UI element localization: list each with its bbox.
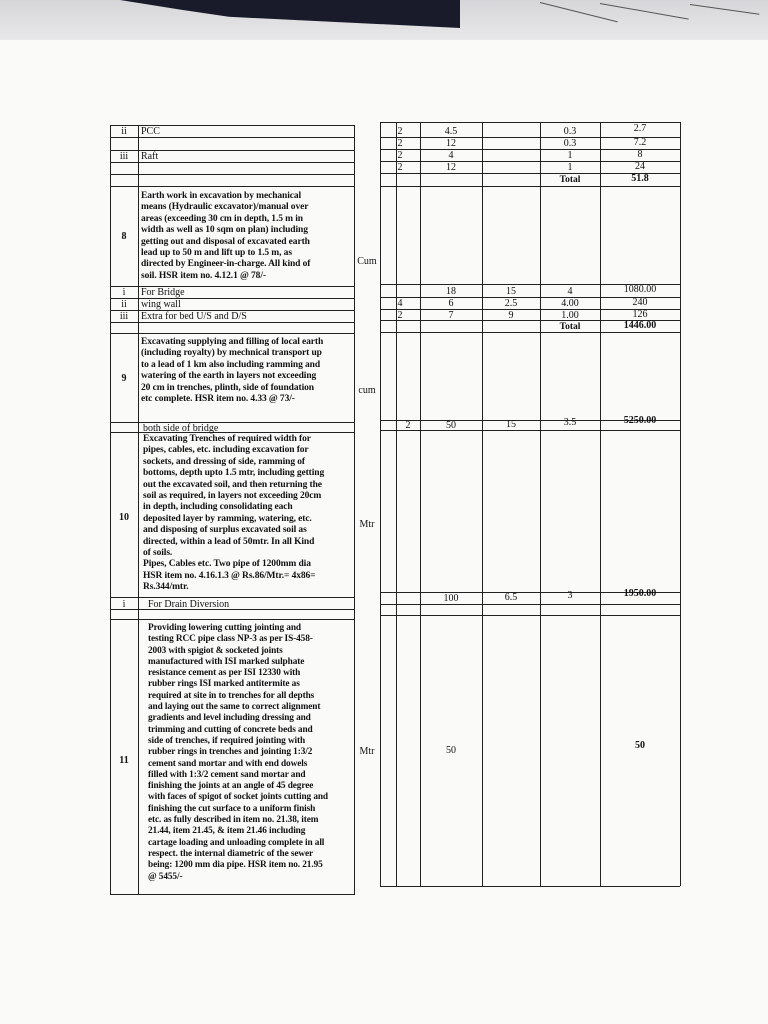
item-unit: Mtr	[359, 519, 375, 530]
cell-depth: 1	[567, 162, 573, 173]
table-rule	[110, 333, 354, 334]
total-quantity: 51.8	[631, 173, 649, 184]
cell-nos: 2	[397, 138, 403, 149]
cell-length: 12	[446, 138, 456, 149]
item-unit: cum	[358, 385, 376, 396]
sub-number: i	[122, 599, 126, 610]
cell-quantity: 126	[632, 309, 648, 320]
cell-depth: 3.5	[563, 417, 577, 428]
item-description: Earth work in excavation by mechanical means (Hydraulic excavator)/manual over areas (exceeding 30 cm in depth, 1.5 m in width as well as 10 sqm on plan) including getting out and disposal of excavated earth lead up to 50 m and lift up to 1.5 m, as directed by Engineer-in-charge. All kind of soil. HSR item no. 4.12.1 @ 78/-	[141, 191, 311, 281]
table-rule	[110, 609, 354, 610]
cell-quantity: 2.7	[633, 123, 647, 134]
cell-length: 50	[446, 745, 456, 756]
item-number: 9	[121, 373, 127, 384]
table-rule	[380, 615, 680, 616]
cell-length: 12	[446, 162, 456, 173]
total-label: Total	[559, 175, 581, 185]
row-number: ii	[121, 126, 127, 137]
item-description: Excavating Trenches of required width for pipes, cables, etc. including excavation for sockets, and dressing of side, ramming of bottoms, depth upto 1.5 mtr, including getting out the excavated soil, and then returning the soil as required, in layers not exceeding 20cm in depth, including consolidating each deposited layer by ramming, watering, etc. and disposing of surplus excavated soil as directed, within a lead of 50mtr. In all Kind of soils. Pipes, Cables etc. Two pipe of 1200mm dia HSR item no. 4.16.1.3 @ Rs.86/Mtr.= 4x86= Rs.344/mtr.	[143, 434, 325, 593]
sub-number: iii	[119, 311, 129, 322]
table-rule	[380, 604, 680, 605]
row-description: PCC	[141, 126, 160, 137]
cell-length: 7	[448, 310, 454, 321]
table-rule	[380, 122, 381, 886]
cell-quantity: 240	[632, 297, 648, 308]
cell-breadth: 2.5	[504, 298, 518, 309]
row-number: iii	[119, 151, 129, 162]
cell-nos: 4	[397, 298, 403, 309]
table-rule	[380, 886, 680, 887]
table-rule	[354, 125, 355, 895]
sub-number: i	[122, 287, 126, 298]
table-rule	[540, 122, 541, 886]
table-rule	[380, 332, 680, 333]
cell-breadth: 9	[508, 310, 514, 321]
table-rule	[110, 597, 354, 598]
cell-quantity: 24	[635, 161, 645, 172]
table-rule	[110, 619, 354, 620]
row-description: Raft	[141, 151, 159, 162]
table-rule	[600, 122, 601, 886]
table-rule	[396, 122, 397, 886]
cell-quantity: 1950.00	[623, 588, 657, 599]
sub-description: For Drain Diversion	[148, 599, 230, 610]
table-rule	[110, 162, 354, 163]
table-rule	[110, 322, 354, 323]
cell-quantity: 8	[637, 149, 643, 160]
item-unit: Mtr	[359, 746, 375, 757]
cell-nos: 2	[397, 126, 403, 137]
cell-depth: 1	[567, 150, 573, 161]
cell-depth: 0.3	[563, 138, 577, 149]
table-rule	[380, 186, 680, 187]
item-unit: Cum	[357, 256, 377, 267]
cell-breadth: 6.5	[504, 592, 518, 603]
cell-nos: 2	[397, 150, 403, 161]
sub-description: both side of bridge	[143, 423, 219, 434]
sub-description: For Bridge	[141, 287, 185, 298]
cell-quantity: 7.2	[633, 137, 647, 148]
cell-length: 4	[448, 150, 454, 161]
cell-nos: 2	[397, 162, 403, 173]
item-number: 11	[119, 755, 129, 766]
total-quantity: 1446.00	[623, 320, 657, 331]
table-rule	[110, 186, 354, 187]
cell-quantity: 5250.00	[623, 415, 657, 426]
item-number: 8	[121, 231, 127, 242]
cell-quantity: 1080.00	[623, 284, 657, 295]
item-number: 10	[119, 512, 129, 523]
cell-length: 50	[446, 420, 456, 431]
item-description: Providing lowering cutting jointing and testing RCC pipe class NP-3 as per IS-458- 2003 with spigiot & socketed joints manufactured with ISI marked sulphate resistance cement as per ISI 12330 with rubber rings ISI marked antitermite as required at site in to trenches for all depths and laying out the same to correct alignment gradients and level including dressing and trimming and cutting of concrete beds and side of trenches, if required jointing with rubber rings in trenches and jointing 1:3/2 cement sand mortar and with end dowels filled with 1:3/2 cement sand mortar and finishing the joints at an angle of 45 degree with faces of spigot of socket joints cutting and finishing the cut surface to a uniform finish etc. as fully described in item no. 21.38, item 21.44, item 21.45, & item 21.46 including cartage loading and unloading complete in all respect. the internal diametric of the sewer being: 1200 mm dia pipe. HSR item no. 21.95 @ 5455/-	[148, 623, 329, 882]
item-description: Excavating supplying and filling of local earth (including royalty) by mechnical transport up to a lead of 1 km also including ramming and watering of the earth in layers not exceeding 20 cm in trenches, plinth, side of foundation etc complete. HSR item no. 4.33 @ 73/-	[141, 337, 324, 405]
cell-breadth: 15	[506, 419, 516, 430]
cell-length: 4.5	[444, 126, 458, 137]
cell-depth: 0.3	[563, 126, 577, 137]
document-page	[0, 40, 768, 1024]
table-rule	[110, 174, 354, 175]
cell-length: 18	[446, 286, 456, 297]
cell-depth: 4.00	[561, 298, 579, 309]
table-rule	[110, 894, 354, 895]
sub-number: ii	[121, 299, 127, 310]
sub-description: Extra for bed U/S and D/S	[141, 311, 247, 322]
table-rule	[680, 122, 681, 886]
cell-depth: 4	[567, 286, 573, 297]
cell-breadth: 15	[506, 286, 516, 297]
table-rule	[482, 122, 483, 886]
table-rule	[420, 122, 421, 886]
cell-nos: 2	[405, 420, 411, 431]
cell-depth: 3	[567, 590, 573, 601]
cell-nos: 2	[397, 310, 403, 321]
sub-description: wing wall	[141, 299, 181, 310]
total-label: Total	[559, 322, 581, 332]
table-rule	[110, 137, 354, 138]
cell-length: 100	[443, 593, 459, 604]
cell-quantity: 50	[635, 740, 645, 751]
cell-length: 6	[448, 298, 454, 309]
table-rule	[138, 125, 139, 895]
cell-depth: 1.00	[561, 310, 579, 321]
